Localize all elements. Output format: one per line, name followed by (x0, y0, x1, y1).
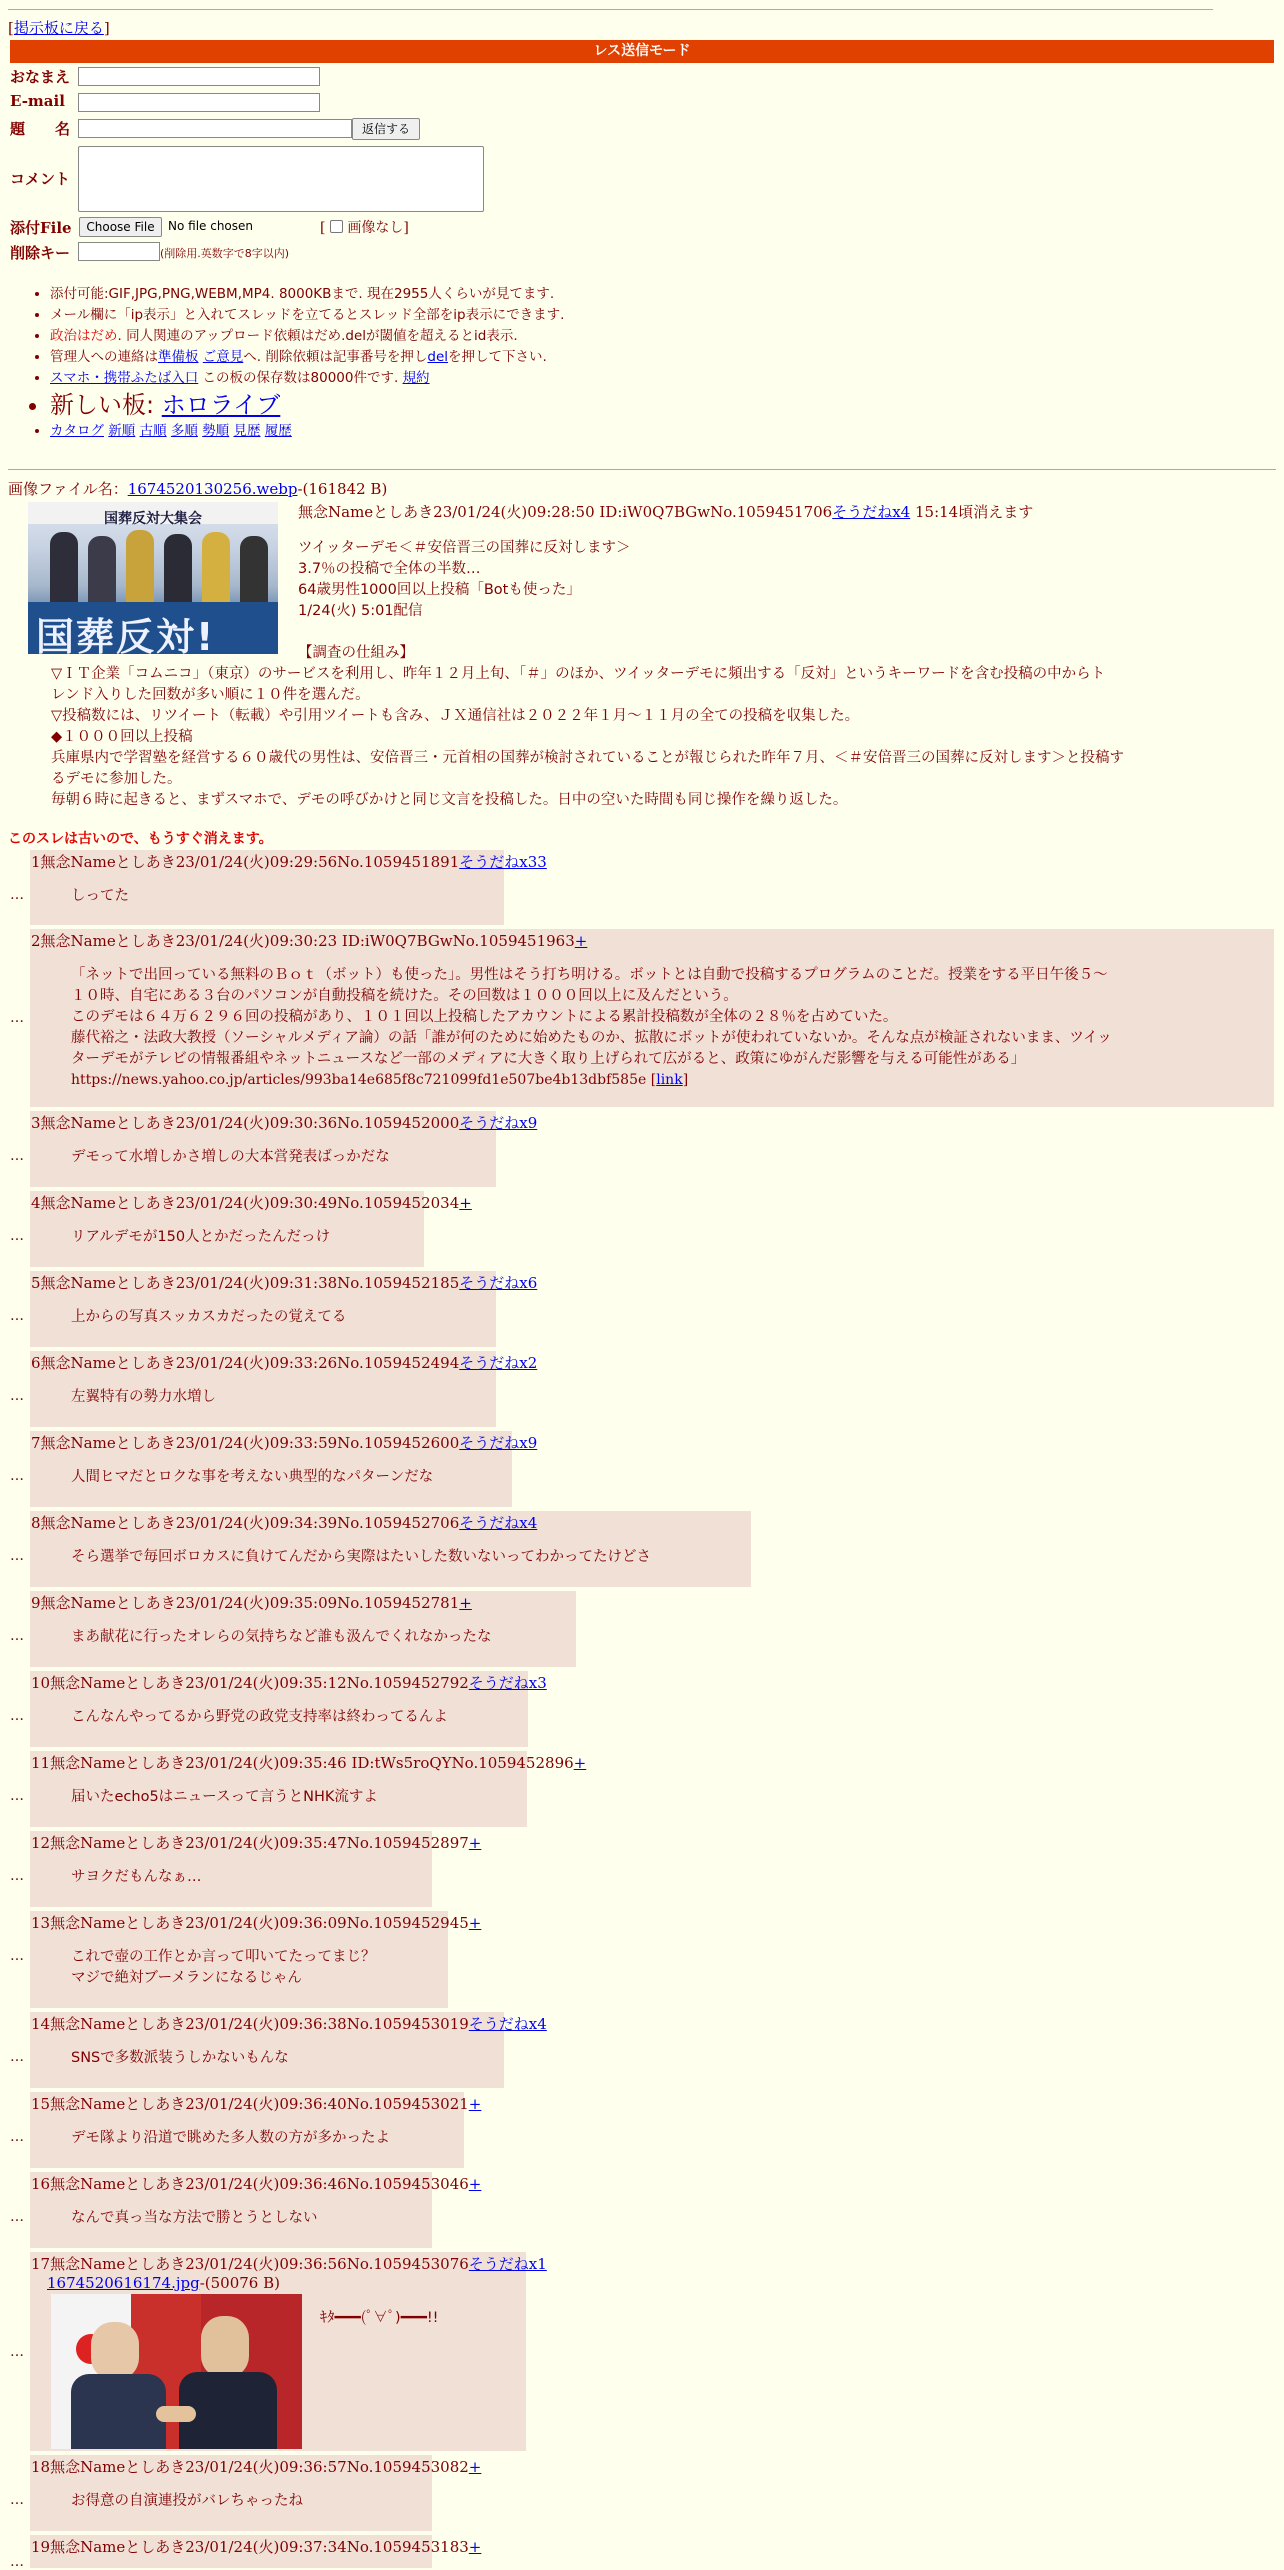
reply-marker: … (10, 1388, 24, 1404)
source-url-text: https://news.yahoo.co.jp/articles/993ba14e685f8c721099fd1e507be4b13dbf585e (71, 1072, 647, 1088)
reply-meta: 7無念Nameとしあき23/01/24(火)09:33:59No.1059452600 (31, 1434, 460, 1452)
sodane-link[interactable]: + (574, 932, 588, 950)
reply-meta: 6無念Nameとしあき23/01/24(火)09:33:26No.1059452494 (31, 1354, 460, 1372)
rule-item (50, 347, 564, 368)
reply-marker: … (10, 1788, 24, 1804)
top-divider (8, 9, 1213, 10)
reply-post (30, 850, 547, 925)
reply-post (30, 1831, 482, 1907)
reply-post (30, 1751, 587, 1827)
sodane-link[interactable]: そうだねx3 (468, 1674, 547, 1692)
reply-body-line: ｷﾀ━━━(ﾟ∀ﾟ)━━━!! (320, 2310, 439, 2326)
sodane-link[interactable]: + (459, 1194, 472, 1212)
reply-thumbnail-image[interactable] (51, 2294, 302, 2449)
reply-marker: … (10, 1010, 24, 1026)
delete-key-input[interactable] (78, 242, 160, 261)
reply-meta: 12無念Nameとしあき23/01/24(火)09:35:47No.1059452897 (31, 1834, 469, 1852)
reply-file-link[interactable]: 1674520616174.jpg (47, 2274, 200, 2292)
reply-post (30, 1431, 538, 1507)
reply-body-line: サヨクだもんなぁ… (71, 1869, 202, 1885)
reply-header (31, 2014, 547, 2034)
reply-header (31, 2254, 547, 2274)
rule-text: . 同人関連のアップロード依頼はだめ.delが閾値を超えるとid表示. (117, 328, 518, 344)
reply-meta: 5無念Nameとしあき23/01/24(火)09:31:38No.1059452185 (31, 1274, 460, 1292)
reply-marker: … (10, 1228, 24, 1244)
op-body-line: ツイッターデモ＜＃安倍晋三の国葬に反対します＞ (298, 540, 631, 556)
rule-text: へ. 削除依頼は記事番号を押し (243, 349, 428, 365)
catalog-sort-link[interactable]: 見歴 (233, 423, 261, 439)
sodane-link[interactable]: + (468, 1834, 482, 1852)
op-body-line: ▽ＩＴ企業「コムニコ」（東京）のサービスを利用し、昨年１２月上旬、「＃」のほか、ツイッターデモに頻出する「反対」というキーワードを含む投稿の中からト (51, 666, 1106, 682)
reply-post (30, 2535, 482, 2568)
rule-text: 添付可能:GIF,JPG,PNG,WEBM,MP4. 8000KBまで. 現在2955人くらいが見てます. (50, 286, 555, 302)
sodane-link[interactable]: そうだねx4 (459, 1514, 538, 1532)
reply-marker: … (10, 1628, 24, 1644)
reply-body-line: マジで絶対ブーメランになるじゃん (71, 1970, 302, 1986)
reply-meta: 13無念Nameとしあき23/01/24(火)09:36:09No.1059452945 (31, 1914, 469, 1932)
rule-link[interactable]: スマホ・携帯ふたば入口 (50, 370, 199, 386)
reply-body-line: 「ネットで出回っている無料のＢｏｔ（ボット）も使った」。男性はそう打ち明ける。ボットとは自動で投稿するプログラムのことだ。授業をする平日午後５～ (71, 967, 1108, 983)
delete-key-label: 削除キー (10, 244, 71, 262)
rule-text: 政治はだめ (50, 328, 118, 344)
reply-marker: … (10, 887, 24, 903)
reply-header (31, 1433, 537, 1453)
reply-body-line: 届いたecho5はニュースって言うとNHK流すよ (71, 1789, 378, 1805)
reply-post (30, 2252, 547, 2451)
no-file-text: No file chosen (168, 219, 254, 233)
reply-post (30, 1351, 538, 1427)
reply-header (31, 1113, 537, 1133)
reply-body-line: なんで真っ当な方法で勝とうとしない (71, 2210, 318, 2226)
reply-url-line: https://news.yahoo.co.jp/articles/993ba14e685f8c721099fd1e507be4b13dbf585e [link] (71, 1072, 689, 1088)
reply-meta: 19無念Nameとしあき23/01/24(火)09:37:34No.1059453183 (31, 2538, 469, 2556)
back-nav: [掲示板に戻る] (8, 19, 110, 37)
op-body-line (298, 622, 1124, 643)
reply-meta: 8無念Nameとしあき23/01/24(火)09:34:39No.1059452706 (31, 1514, 460, 1532)
reply-body-line: １０時、自宅にある３台のパソコンが自動投稿を続けた。その回数は１０００回以上に及んだという。 (71, 988, 738, 1004)
reply-post (30, 1671, 547, 1747)
sodane-link[interactable]: そうだねx1 (468, 2255, 547, 2273)
sodane-link[interactable]: そうだねx33 (459, 853, 547, 871)
op-image-top-text: 国葬反対大集会 (104, 511, 202, 527)
reply-file-size: -(50076 B) (199, 2274, 280, 2292)
thread-expiring-warning: このスレは古いので、もうすぐ消えます。 (8, 831, 273, 847)
reply-body-line: そら選挙で毎回ボロカスに負けてんだから実際はたいした数いないってわかってたけどさ (71, 1549, 651, 1565)
new-board-link[interactable]: ホロライブ (161, 391, 281, 419)
reply-meta: 1無念Nameとしあき23/01/24(火)09:29:56No.1059451891 (31, 853, 460, 871)
name-label: おなまえ (10, 68, 71, 86)
rule-link[interactable]: del (427, 349, 449, 365)
reply-marker: … (10, 2343, 24, 2360)
sodane-link[interactable]: + (468, 2095, 482, 2113)
reply-header (31, 1833, 481, 1853)
reply-header (31, 1913, 481, 1933)
reply-post (30, 1911, 482, 2008)
submit-reply-button[interactable]: 返信する (352, 118, 420, 140)
sodane-link[interactable]: + (468, 2458, 482, 2476)
reply-body-line: これで壺の工作とか言って叩いてたってまじ？ (71, 1949, 376, 1965)
catalog-sort-link[interactable]: 多順 (170, 423, 198, 439)
subject-input[interactable] (78, 119, 352, 138)
rule-text: 管理人への連絡は (50, 349, 158, 365)
reply-meta: 17無念Nameとしあき23/01/24(火)09:36:56No.1059453076 (31, 2255, 469, 2273)
rule-text: を押して下さい. (448, 349, 547, 365)
reply-post (30, 2172, 482, 2248)
rule-item (50, 284, 564, 305)
reply-body-line: 左翼特有の勢力水増し (71, 1389, 216, 1405)
reply-header (31, 931, 587, 951)
reply-post (30, 1591, 576, 1667)
op-body-line: 兵庫県内で学習塾を経営する６０歳代の男性は、安倍晋三・元首相の国葬が検討されていることが報じられた昨年７月、＜＃安倍晋三の国葬に反対します＞と投稿す (51, 750, 1124, 766)
reply-marker: … (10, 1548, 24, 1564)
op-image-bottom-text: 国葬反対! (36, 615, 216, 654)
new-board-item (50, 389, 564, 421)
source-link[interactable]: link (656, 1072, 683, 1088)
op-body-line: 【調査の仕組み】 (298, 645, 414, 661)
catalog-sort-link[interactable]: カタログ (50, 423, 104, 439)
reply-body-line: SNSで多数派装うしかないもんな (71, 2050, 289, 2066)
sodane-link[interactable]: + (468, 2175, 482, 2193)
reply-header (31, 2457, 481, 2477)
reply-body-line: リアルデモが150人とかだったんだっけ (71, 1229, 331, 1245)
op-body-line: レンド入りした回数が多い順に１０件を選んだ。 (51, 687, 370, 703)
reply-meta: 2無念Nameとしあき23/01/24(火)09:30:23 ID:iW0Q7BGwNo.1059451963 (31, 932, 575, 950)
reply-header (31, 852, 547, 872)
reply-body-line: お得意の自演連投がバレちゃったね (71, 2493, 303, 2509)
board-rules-list (10, 284, 564, 442)
reply-marker: … (10, 2553, 24, 2570)
op-thumbnail-image[interactable] (28, 502, 278, 654)
reply-marker: … (10, 1468, 24, 1484)
no-image-checkbox[interactable] (330, 220, 343, 233)
op-body-line: 3.7％の投稿で全体の半数… (298, 561, 481, 577)
reply-marker: … (10, 1308, 24, 1324)
no-image-option: [ 画像なし] (320, 220, 409, 236)
reply-marker: … (10, 1708, 24, 1724)
reply-file-info (47, 2274, 280, 2292)
op-body-line: 64歳男性1000回以上投稿「Botも使った」 (298, 582, 581, 598)
reply-header (31, 2537, 481, 2557)
rule-link[interactable]: 準備板 (158, 349, 199, 365)
back-to-board-link[interactable]: 掲示板に戻る (13, 19, 104, 37)
reply-marker: … (10, 1948, 24, 1964)
reply-meta: 9無念Nameとしあき23/01/24(火)09:35:09No.1059452781 (31, 1594, 460, 1612)
rule-item (50, 305, 564, 326)
reply-marker: … (10, 2049, 24, 2065)
op-file-info: 画像ファイル名：1674520130256.webp-(161842 B) (8, 480, 388, 498)
reply-marker: … (10, 1868, 24, 1884)
reply-header (31, 2094, 481, 2114)
email-label: E-mail (10, 92, 65, 110)
rule-text: メール欄に「ip表示」と入れてスレッドを立てるとスレッド全部をip表示にできます. (50, 307, 565, 323)
catalog-sort-link[interactable]: 古順 (139, 423, 167, 439)
reply-meta: 16無念Nameとしあき23/01/24(火)09:36:46No.1059453046 (31, 2175, 469, 2193)
reply-post (30, 2012, 547, 2088)
reply-header (31, 1353, 537, 1373)
reply-post (30, 1111, 538, 1187)
rule-item (50, 368, 564, 389)
sodane-link[interactable]: そうだねx9 (459, 1434, 538, 1452)
op-sodane-link[interactable]: そうだねx4 (832, 503, 911, 521)
email-input[interactable] (78, 93, 320, 112)
reply-post (30, 929, 1274, 1107)
reply-header (31, 2174, 481, 2194)
reply-post (30, 2455, 482, 2531)
reply-body-line: デモって水増しかさ増しの大本営発表ばっかだな (71, 1149, 390, 1165)
reply-post (30, 1191, 472, 1267)
comment-textarea[interactable] (78, 146, 484, 212)
reply-meta: 18無念Nameとしあき23/01/24(火)09:36:57No.1059453082 (31, 2458, 469, 2476)
rule-link[interactable]: 規約 (402, 370, 430, 386)
new-board-label: 新しい板: (50, 391, 162, 419)
reply-header (31, 1753, 586, 1773)
rule-text: この板の保存数は80000件です. (198, 370, 403, 386)
catalog-sort-link[interactable]: 履歴 (264, 423, 292, 439)
reply-body-line: 人間ヒマだとロクな事を考えない典型的なパターンだな (71, 1469, 434, 1485)
delete-key-hint: (削除用.英数字で8字以内) (160, 247, 290, 260)
file-label: 添付File (10, 219, 72, 237)
reply-header (31, 1193, 472, 1213)
sodane-link[interactable]: そうだねx2 (459, 1354, 538, 1372)
reply-body-line: 上からの写真スッカスカだったの覚えてる (71, 1309, 347, 1325)
reply-meta: 10無念Nameとしあき23/01/24(火)09:35:12No.1059452792 (31, 1674, 469, 1692)
choose-file-button[interactable]: Choose File (79, 217, 162, 237)
sodane-link[interactable]: + (468, 2538, 482, 2556)
sodane-link[interactable]: そうだねx4 (468, 2015, 547, 2033)
reply-marker: … (10, 2129, 24, 2145)
name-input[interactable] (78, 67, 320, 86)
reply-post (30, 1271, 538, 1347)
op-header: 無念Nameとしあき23/01/24(火)09:28:50 ID:iW0Q7BGwNo.1059451706そうだねx4 15:14頃消えます (298, 503, 1034, 521)
sodane-link[interactable]: そうだねx9 (459, 1114, 538, 1132)
reply-header (31, 1673, 547, 1693)
reply-body-line: 藤代裕之・法政大教授（ソーシャルメディア論）の話「誰が何のために始めたものか、拡散にボットが使われていないか。そんな点が検証されないまま、ツイッ (71, 1030, 1112, 1046)
reply-body-line: こんなんやってるから野党の政党支持率は終わってるんよ (71, 1709, 448, 1725)
reply-post (30, 2092, 482, 2168)
reply-body-line: デモ隊より沿道で眺めた多人数の方が多かったよ (71, 2130, 390, 2146)
reply-marker: … (10, 2492, 24, 2508)
middle-divider (8, 469, 1276, 470)
op-body-line: ◆１０００回以上投稿 (51, 729, 193, 745)
reply-mode-banner: レス送信モード (10, 40, 1274, 63)
reply-body-line: しってた (71, 888, 129, 904)
op-body-line: るデモに参加した。 (51, 771, 182, 787)
subject-label: 題 名 (10, 120, 71, 138)
reply-meta: 11無念Nameとしあき23/01/24(火)09:35:46 ID:tWs5roQYNo.1059452896 (31, 1754, 574, 1772)
reply-post (30, 1511, 751, 1587)
op-body-line: ▽投稿数には、リツイート（転載）や引用ツイートも含み、ＪＸ通信社は２０２２年１月～１１月の全ての投稿を収集した。 (51, 708, 860, 724)
rule-item (50, 326, 564, 347)
reply-marker: … (10, 1148, 24, 1164)
reply-body-line: このデモは６４万６２９６回の投稿があり、１０１回以上投稿したアカウントによる累計投稿数が全体の２８％を占めていた。 (71, 1009, 898, 1025)
reply-body-line: ターデモがテレビの情報番組やネットニュースなど一部のメディアに大きく取り上げられて広がると、政策にゆがんだ影響を与える可能性がある」 (71, 1051, 1026, 1067)
reply-meta: 15無念Nameとしあき23/01/24(火)09:36:40No.1059453021 (31, 2095, 469, 2113)
catalog-sort-link[interactable]: 勢順 (202, 423, 230, 439)
catalog-links (50, 421, 564, 442)
reply-header (31, 1593, 472, 1613)
reply-header (31, 1513, 537, 1533)
op-body-line: 毎朝６時に起きると、まずスマホで、デモの呼びかけと同じ文言を投稿した。日中の空いた時間も同じ操作を繰り返した。 (51, 792, 848, 808)
reply-meta: 4無念Nameとしあき23/01/24(火)09:30:49No.1059452034 (31, 1194, 460, 1212)
reply-meta: 3無念Nameとしあき23/01/24(火)09:30:36No.1059452000 (31, 1114, 460, 1132)
comment-label: コメント (10, 170, 71, 188)
catalog-sort-link[interactable]: 新順 (108, 423, 136, 439)
reply-marker: … (10, 2209, 24, 2225)
sodane-link[interactable]: そうだねx6 (459, 1274, 538, 1292)
reply-header (31, 1273, 537, 1293)
sodane-link[interactable]: + (459, 1594, 472, 1612)
sodane-link[interactable]: + (468, 1914, 482, 1932)
reply-meta: 14無念Nameとしあき23/01/24(火)09:36:38No.1059453019 (31, 2015, 469, 2033)
op-body-line: 1/24(火) 5:01配信 (298, 603, 423, 619)
reply-body-line: まあ献花に行ったオレらの気持ちなど誰も汲んでくれなかったな (71, 1629, 492, 1645)
rule-link[interactable]: ご意見 (202, 349, 244, 365)
op-file-link[interactable]: 1674520130256.webp (127, 480, 298, 498)
sodane-link[interactable]: + (573, 1754, 587, 1772)
